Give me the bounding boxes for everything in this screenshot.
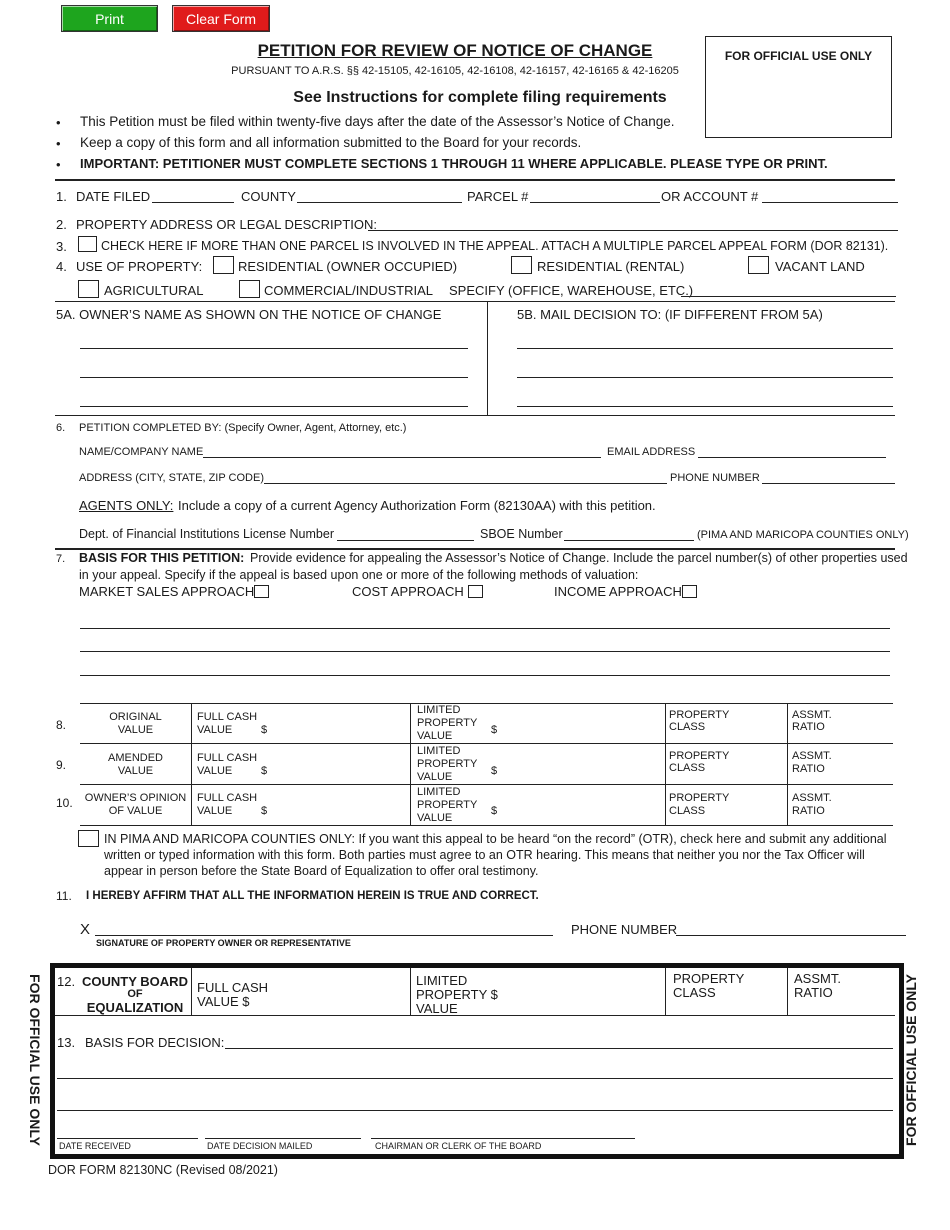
basis-decision-line-2[interactable] <box>57 1078 893 1079</box>
row-8-label-1: ORIGINAL <box>109 711 162 723</box>
row-10-class-label-1: PROPERTY <box>669 792 730 804</box>
row-10-ratio-label-1: ASSMT. <box>792 792 832 804</box>
use-of-property-label: USE OF PROPERTY: <box>76 259 203 274</box>
bullet-symbol-1: • <box>56 115 61 130</box>
basis-line-3[interactable] <box>80 675 890 676</box>
row-8-label-2: VALUE <box>117 724 154 736</box>
official-col-2 <box>410 968 411 1015</box>
clear-form-button[interactable]: Clear Form <box>172 5 270 32</box>
cost-approach-checkbox[interactable] <box>468 585 483 598</box>
market-sales-label: MARKET SALES APPROACH <box>79 584 255 599</box>
date-filed-field[interactable] <box>152 202 234 203</box>
signature-field[interactable] <box>95 935 553 936</box>
official-row-rule <box>55 1015 895 1016</box>
row-10-label-2: OF VALUE <box>108 805 163 817</box>
parcel-field[interactable] <box>530 202 660 203</box>
official-class-label-2: CLASS <box>673 985 716 1000</box>
commercial-checkbox[interactable] <box>239 280 260 298</box>
row-10-number: 10. <box>56 796 73 810</box>
income-approach-checkbox[interactable] <box>682 585 697 598</box>
sboe-label: SBOE Number <box>480 527 563 541</box>
specify-field[interactable] <box>681 296 896 297</box>
row-9-class-label-1: PROPERTY <box>669 750 730 762</box>
bullet-filing-deadline: This Petition must be filed within twenty-five days after the date of the Assessor’s Notice of Change. <box>80 114 675 129</box>
county-board-label-3: EQUALIZATION <box>86 1000 184 1015</box>
license-field[interactable] <box>337 540 474 541</box>
values-table-col-4 <box>787 703 788 825</box>
market-sales-checkbox[interactable] <box>254 585 269 598</box>
property-address-field[interactable] <box>368 230 898 231</box>
row-9-fcv-label-2: VALUE <box>197 765 233 777</box>
county-board-label-2: OF <box>127 988 143 1000</box>
residential-owner-checkbox[interactable] <box>213 256 234 274</box>
account-label: OR ACCOUNT # <box>661 189 759 204</box>
official-fcv-label-1: FULL CASH <box>197 980 269 995</box>
basis-line-2[interactable] <box>80 651 890 652</box>
basis-decision-line-1[interactable] <box>225 1048 893 1049</box>
s6-number: 6. <box>56 422 66 434</box>
address-field[interactable] <box>264 483 667 484</box>
otr-text-2: written or typed information with this form. Both parties must agree to an OTR hearing. This means that neither you nor the Tax Officer will <box>104 848 865 862</box>
basis-decision-label: BASIS FOR DECISION: <box>85 1035 225 1050</box>
date-received-field[interactable] <box>57 1138 198 1139</box>
mail-decision-line-3[interactable] <box>517 406 893 407</box>
row-9-fcv-dollar: $ <box>261 765 268 777</box>
row-10-fcv-dollar: $ <box>261 805 268 817</box>
chairman-label: CHAIRMAN OR CLERK OF THE BOARD <box>375 1141 542 1151</box>
agricultural-label: AGRICULTURAL <box>104 283 204 298</box>
row-10-lpv-label-2: PROPERTY <box>417 799 478 811</box>
county-label: COUNTY <box>241 189 296 204</box>
row-10-label-1: OWNER’S OPINION <box>84 792 187 804</box>
row-10-fcv-label-1: FULL CASH <box>197 792 258 804</box>
row-9-ratio-label-1: ASSMT. <box>792 750 832 762</box>
row-8-number: 8. <box>56 718 67 732</box>
basis-label: BASIS FOR THIS PETITION: <box>79 551 245 565</box>
values-table-bottom <box>80 825 893 826</box>
official-side-label-right <box>898 970 924 1150</box>
instructions-heading: See Instructions for complete filing requirements <box>293 89 667 106</box>
official-lpv-label-1: LIMITED <box>416 973 468 988</box>
official-col-3 <box>665 968 666 1015</box>
signature-caption: SIGNATURE OF PROPERTY OWNER OR REPRESENTATIVE <box>96 938 351 948</box>
s12-number: 12. <box>57 974 76 989</box>
chairman-field[interactable] <box>371 1138 635 1139</box>
license-label: Dept. of Financial Institutions License Number <box>79 527 334 541</box>
row-8-fcv-label-2: VALUE <box>197 724 233 736</box>
row-9-fcv-label-1: FULL CASH <box>197 752 258 764</box>
row-8-class-label-1: PROPERTY <box>669 709 730 721</box>
residential-owner-label: RESIDENTIAL (OWNER OCCUPIED) <box>238 259 458 274</box>
phone-label: PHONE NUMBER <box>670 472 760 484</box>
s1-number: 1. <box>56 189 67 204</box>
residential-rental-checkbox[interactable] <box>511 256 532 274</box>
parcel-label: PARCEL # <box>467 189 529 204</box>
date-mailed-label: DATE DECISION MAILED <box>207 1141 313 1151</box>
date-mailed-field[interactable] <box>205 1138 361 1139</box>
row-8-lpv-label-3: VALUE <box>417 730 453 742</box>
row-8-class-label-2: CLASS <box>669 721 706 733</box>
county-board-label-1: COUNTY BOARD <box>82 974 188 989</box>
multiple-parcel-label: CHECK HERE IF MORE THAN ONE PARCEL IS INVOLVED IN THE APPEAL. ATTACH A MULTIPLE PARCEL APPEAL FORM (DOR 82131). <box>101 239 889 253</box>
row-8-lpv-dollar: $ <box>491 724 498 736</box>
basis-text-2: in your appeal. Specify if the appeal is based upon one or more of the following methods of valuation: <box>79 568 639 582</box>
print-button[interactable]: Print <box>61 5 158 32</box>
row-9-lpv-dollar: $ <box>491 765 498 777</box>
form-title: PETITION FOR REVIEW OF NOTICE OF CHANGE <box>257 41 653 60</box>
phone-field[interactable] <box>762 483 895 484</box>
property-address-label: PROPERTY ADDRESS OR LEGAL DESCRIPTION: <box>76 217 378 232</box>
row-10-lpv-dollar: $ <box>491 805 498 817</box>
s11-number: 11. <box>56 889 72 903</box>
bullet-symbol-3: • <box>56 157 61 172</box>
official-col-1 <box>191 968 192 1015</box>
s5-bottom-rule <box>55 415 895 416</box>
bullet-keep-copy: Keep a copy of this form and all information submitted to the Board for your records. <box>80 135 582 150</box>
county-field[interactable] <box>297 202 462 203</box>
mail-decision-line-1[interactable] <box>517 348 893 349</box>
cost-approach-label: COST APPROACH <box>352 584 464 599</box>
row-10-lpv-label-1: LIMITED <box>417 786 461 798</box>
official-side-text-left: FOR OFFICIAL USE ONLY <box>27 974 43 1146</box>
row-8-lpv-label-2: PROPERTY <box>417 717 478 729</box>
signature-phone-field[interactable] <box>676 935 906 936</box>
name-company-label: NAME/COMPANY NAME <box>79 446 204 458</box>
row-9-lpv-label-3: VALUE <box>417 771 453 783</box>
row-9-class-label-2: CLASS <box>669 762 706 774</box>
s3-number: 3. <box>56 239 67 254</box>
official-lpv-label-2: PROPERTY $ <box>416 987 498 1002</box>
signature-phone-label: PHONE NUMBER <box>571 922 678 937</box>
owner-name-line-2[interactable] <box>80 377 468 378</box>
basis-decision-line-3[interactable] <box>57 1110 893 1111</box>
name-company-field[interactable] <box>203 457 601 458</box>
row-9-lpv-label-1: LIMITED <box>417 745 461 757</box>
row-9-number: 9. <box>56 758 67 772</box>
vacant-land-label: VACANT LAND <box>775 259 865 274</box>
email-label: EMAIL ADDRESS <box>607 446 696 458</box>
values-table-rule-1 <box>80 743 893 744</box>
row-8-ratio-label-1: ASSMT. <box>792 709 832 721</box>
address-label: ADDRESS (CITY, STATE, ZIP CODE) <box>79 472 264 484</box>
owner-name-line-1[interactable] <box>80 348 468 349</box>
income-approach-label: INCOME APPROACH <box>554 584 682 599</box>
agents-only-label: AGENTS ONLY: <box>79 498 174 513</box>
multiple-parcel-checkbox[interactable] <box>78 236 97 252</box>
date-filed-label: DATE FILED <box>76 189 151 204</box>
values-table-col-2 <box>410 703 411 825</box>
row-8-fcv-label-1: FULL CASH <box>197 711 258 723</box>
agricultural-checkbox[interactable] <box>78 280 99 298</box>
bullet-symbol-2: • <box>56 136 61 151</box>
values-table-col-1 <box>191 703 192 825</box>
account-field[interactable] <box>762 202 898 203</box>
bullet-important: IMPORTANT: PETITIONER MUST COMPLETE SECTIONS 1 THROUGH 11 WHERE APPLICABLE. PLEASE TYPE OR PRINT. <box>80 156 828 171</box>
official-class-label-1: PROPERTY <box>673 971 745 986</box>
agents-only-text: Include a copy of a current Agency Authorization Form (82130AA) with this petition. <box>178 498 656 513</box>
s5-divider <box>487 301 488 415</box>
form-subtitle: PURSUANT TO A.R.S. §§ 42-15105, 42-16105, 42-16108, 42-16157, 42-16165 & 42-16205 <box>231 65 679 77</box>
row-10-ratio-label-2: RATIO <box>792 805 825 817</box>
s5-top-rule <box>55 301 895 302</box>
header-divider <box>55 179 895 181</box>
s4-number: 4. <box>56 259 67 274</box>
values-table-col-3 <box>665 703 666 825</box>
s7-number: 7. <box>56 553 66 565</box>
values-table-rule-2 <box>80 784 893 785</box>
mail-decision-label: 5B. MAIL DECISION TO: (IF DIFFERENT FROM 5A) <box>517 307 823 322</box>
official-side-text-right: FOR OFFICIAL USE ONLY <box>903 974 919 1146</box>
form-footer: DOR FORM 82130NC (Revised 08/2021) <box>48 1163 278 1177</box>
row-8-fcv-dollar: $ <box>261 724 268 736</box>
official-lpv-label-3: VALUE <box>416 1001 458 1016</box>
official-col-4 <box>787 968 788 1015</box>
s13-number: 13. <box>57 1035 76 1050</box>
basis-line-1[interactable] <box>80 628 890 629</box>
otr-checkbox[interactable] <box>78 830 99 847</box>
row-9-lpv-label-2: PROPERTY <box>417 758 478 770</box>
row-9-label-2: VALUE <box>117 765 154 777</box>
row-8-ratio-label-2: RATIO <box>792 721 825 733</box>
values-table-top <box>80 703 893 704</box>
email-field[interactable] <box>698 457 886 458</box>
row-10-class-label-2: CLASS <box>669 805 706 817</box>
s2-number: 2. <box>56 217 67 232</box>
mail-decision-line-2[interactable] <box>517 377 893 378</box>
specify-label: SPECIFY (OFFICE, WAREHOUSE, ETC.) <box>449 283 694 298</box>
row-9-ratio-label-2: RATIO <box>792 763 825 775</box>
date-received-label: DATE RECEIVED <box>59 1141 131 1151</box>
row-10-fcv-label-2: VALUE <box>197 805 233 817</box>
counties-note: (PIMA AND MARICOPA COUNTIES ONLY) <box>697 529 909 541</box>
affirm-label: I HEREBY AFFIRM THAT ALL THE INFORMATION HEREIN IS TRUE AND CORRECT. <box>86 890 539 902</box>
completed-by-label: PETITION COMPLETED BY: (Specify Owner, Agent, Attorney, etc.) <box>79 422 407 434</box>
official-fcv-label-2: VALUE $ <box>197 994 250 1009</box>
otr-text-1: IN PIMA AND MARICOPA COUNTIES ONLY: If you want this appeal to be heard “on the record” (OTR), check here and submit any additional <box>104 832 887 846</box>
basis-text-1: Provide evidence for appealing the Assessor’s Notice of Change. Include the parcel number(s) of other properties used <box>250 551 908 565</box>
official-side-label-left <box>22 970 48 1150</box>
commercial-label: COMMERCIAL/INDUSTRIAL <box>264 283 434 298</box>
official-use-box <box>705 36 892 138</box>
owner-name-label: 5A. OWNER’S NAME AS SHOWN ON THE NOTICE OF CHANGE <box>56 307 442 322</box>
sboe-field[interactable] <box>564 540 694 541</box>
official-ratio-label-1: ASSMT. <box>794 971 841 986</box>
row-10-lpv-label-3: VALUE <box>417 812 453 824</box>
owner-name-line-3[interactable] <box>80 406 468 407</box>
official-ratio-label-2: RATIO <box>794 985 833 1000</box>
s6-bottom-rule <box>55 548 895 550</box>
row-9-label-1: AMENDED <box>107 752 163 764</box>
signature-x: X <box>80 921 91 938</box>
residential-rental-label: RESIDENTIAL (RENTAL) <box>537 259 685 274</box>
vacant-land-checkbox[interactable] <box>748 256 769 274</box>
row-8-lpv-label-1: LIMITED <box>417 704 461 716</box>
official-use-box-label: FOR OFFICIAL USE ONLY <box>724 49 873 63</box>
otr-text-3: appear in person before the State Board of Equalization to offer oral testimony. <box>104 864 539 878</box>
